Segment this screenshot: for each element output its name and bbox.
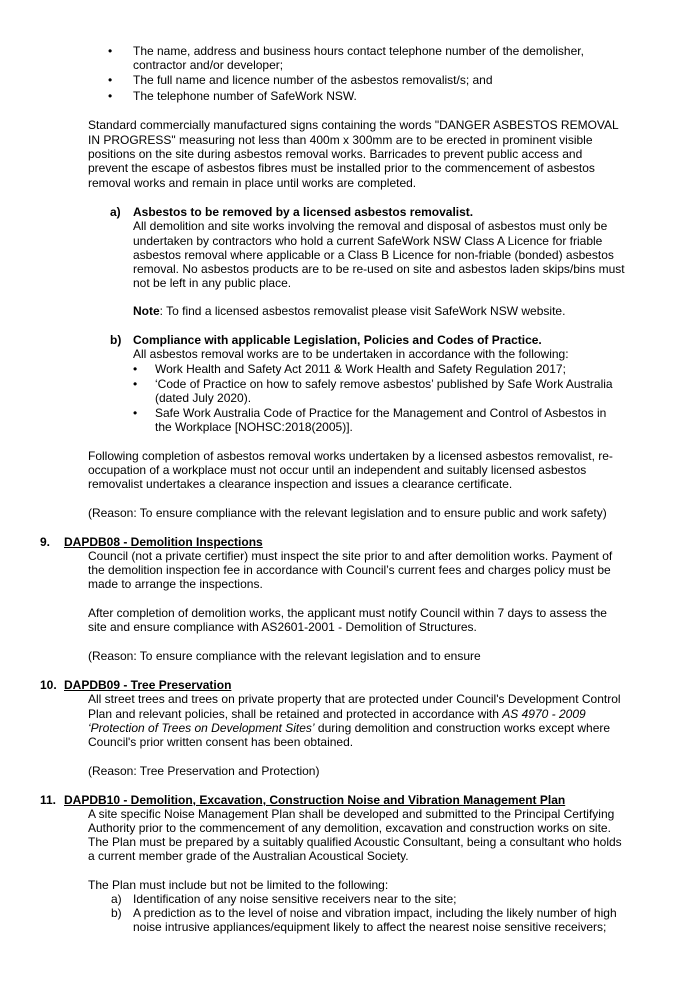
text-run: during demolition and construction works except where [314, 721, 611, 735]
paragraph-line: positions on the site during asbestos removal works. Barricades to prevent public access and [88, 147, 583, 161]
paragraph-line: Following completion of asbestos removal works undertaken by a licensed asbestos removalist, re- [88, 449, 613, 463]
note-text: : To find a licensed asbestos removalist please visit SafeWork NSW website. [159, 304, 566, 318]
bullet-text: The name, address and business hours contact telephone number of the demolisher, [133, 44, 584, 58]
paragraph-line: made to arrange the inspections. [88, 577, 263, 591]
paragraph-line: removal works and remain in place until works are completed. [88, 176, 417, 190]
paragraph-line: All street trees and trees on private property that are protected under Council's Development Control [88, 692, 621, 706]
bullet-icon: • [108, 44, 113, 58]
list-item-text: A prediction as to the level of noise and vibration impact, including the likely number of high [133, 906, 617, 920]
reason-line: (Reason: Tree Preservation and Protection) [88, 764, 320, 778]
paragraph-line: not be left in any public place. [133, 276, 292, 290]
paragraph-line: Council (not a private certifier) must inspect the site prior to and after demolition works. Payment of [88, 549, 613, 563]
bullet-text: ‘Code of Practice on how to safely remove asbestos’ published by Safe Work Australia [155, 377, 613, 391]
paragraph-line: A site specific Noise Management Plan shall be developed and submitted to the Principal Certifying [88, 807, 615, 821]
list-item-text: Identification of any noise sensitive receivers near to the site; [133, 892, 457, 906]
text-run: Plan and relevant policies, shall be retained and protected in accordance with [88, 707, 503, 721]
paragraph-line: IN PROGRESS" measuring not less than 400m x 300mm are to be erected in prominent visible [88, 133, 593, 147]
section-number: 11. [40, 793, 57, 807]
section-number: 9. [40, 535, 51, 549]
bullet-icon: • [133, 406, 138, 420]
paragraph-line: removal. No asbestos products are to be re-used on site and asbestos laden skips/bins must [133, 262, 625, 276]
item-marker: b) [110, 333, 122, 347]
bullet-icon: • [108, 89, 113, 103]
bullet-text: Safe Work Australia Code of Practice for the Management and Control of Asbestos in [155, 406, 607, 420]
bullet-text: Work Health and Safety Act 2011 & Work Health and Safety Regulation 2017; [155, 362, 566, 376]
paragraph-line [88, 707, 586, 722]
bullet-text: The full name and licence number of the asbestos removalist/s; and [133, 73, 493, 87]
item-marker: b) [111, 906, 122, 920]
paragraph-line: All asbestos removal works are to be undertaken in accordance with the following: [133, 347, 569, 361]
paragraph-line: undertaken by contractors who hold a current SafeWork NSW Class A Licence for friable [133, 234, 603, 248]
paragraph-line [88, 721, 610, 736]
paragraph-line: the demolition inspection fee in accordance with Council’s current fees and charges policy must be [88, 563, 611, 577]
note-label: Note [133, 304, 160, 318]
bullet-text: (dated July 2020). [155, 391, 252, 405]
standard-reference: AS 4970 - 2009 [502, 707, 586, 721]
bullet-text: The telephone number of SafeWork NSW. [133, 89, 357, 103]
item-heading: Asbestos to be removed by a licensed asbestos removalist. [133, 205, 474, 219]
paragraph-line: site and ensure compliance with AS2601-2001 - Demolition of Structures. [88, 620, 477, 634]
section-title: DAPDB10 - Demolition, Excavation, Construction Noise and Vibration Management Plan [64, 793, 566, 807]
item-marker: a) [111, 892, 122, 906]
item-heading: Compliance with applicable Legislation, Policies and Codes of Practice. [133, 333, 542, 347]
section-title: DAPDB08 - Demolition Inspections [64, 535, 263, 549]
bullet-icon: • [108, 73, 113, 87]
paragraph-line: removalist undertakes a clearance inspection and issues a clearance certificate. [88, 477, 513, 491]
paragraph-line: All demolition and site works involving the removal and disposal of asbestos must only be [133, 219, 608, 233]
bullet-text: contractor and/or developer; [133, 58, 284, 72]
paragraph-line: The Plan must include but not be limited to the following: [88, 878, 389, 892]
section-number: 10. [40, 678, 57, 692]
standard-title: ‘Protection of Trees on Development Sites’ [88, 721, 315, 735]
paragraph-line: Standard commercially manufactured signs containing the words "DANGER ASBESTOS REMOVAL [88, 118, 619, 132]
bullet-icon: • [133, 377, 138, 391]
paragraph-line: a current member grade of the Australian Acoustical Society. [88, 849, 409, 863]
paragraph-line: occupation of a workplace must not occur until an independent and suitably licensed asbestos [88, 463, 587, 477]
reason-line: (Reason: To ensure compliance with the relevant legislation and to ensure [88, 649, 481, 663]
list-item-text: noise intrusive appliances/equipment likely to affect the nearest noise sensitive receivers; [133, 920, 607, 934]
paragraph-line: Council's prior written consent has been obtained. [88, 735, 354, 749]
item-marker: a) [110, 205, 121, 219]
paragraph-line: The Plan must be prepared by a suitably qualified Acoustic Consultant, being a consultant who holds [88, 835, 622, 849]
bullet-text: the Workplace [NOHSC:2018(2005)]. [155, 420, 353, 434]
paragraph-line: Authority prior to the commencement of any demolition, excavation and construction works on site. [88, 821, 611, 835]
paragraph-line: asbestos removal where applicable or a Class B Licence for non-friable (bonded) asbestos [133, 248, 614, 262]
bullet-icon: • [133, 362, 138, 376]
note-line [133, 304, 565, 319]
reason-line: (Reason: To ensure compliance with the relevant legislation and to ensure public and work safety) [88, 506, 607, 520]
section-title: DAPDB09 - Tree Preservation [64, 678, 232, 692]
paragraph-line: After completion of demolition works, the applicant must notify Council within 7 days to assess the [88, 606, 607, 620]
paragraph-line: prevent the escape of asbestos fibres must be installed prior to the commencement of asbestos [88, 161, 595, 175]
